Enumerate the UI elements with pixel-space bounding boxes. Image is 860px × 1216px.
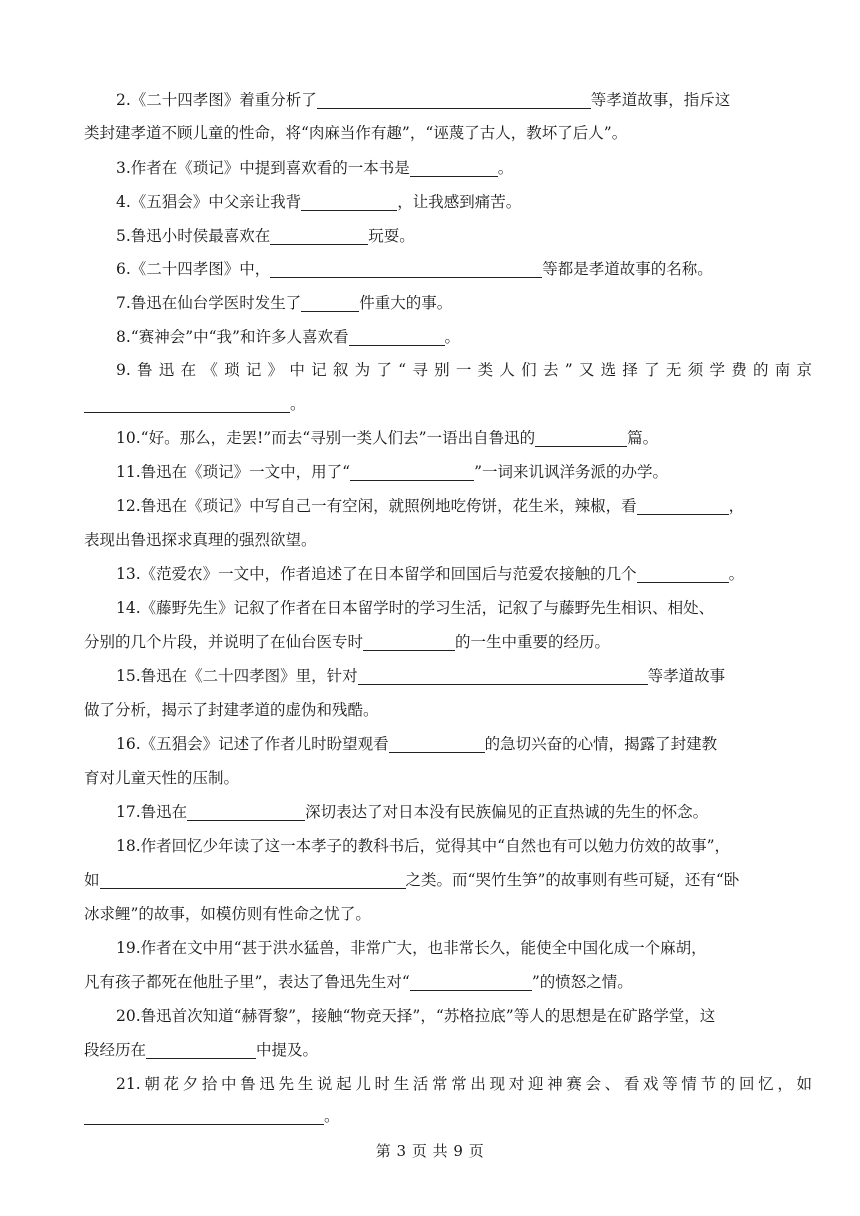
answer-blank[interactable] (637, 498, 729, 515)
question-12: 12.鲁迅在《琐记》中写自己一有空闲，就照例地吃侉饼，花生米，辣椒，看 ， (116, 497, 745, 515)
question-9: 9.鲁迅在《琐记》中记叙为了“寻别一类人们去”又选择了无须学费的南京 (116, 361, 812, 379)
question-19: 19.作者在文中用“甚于洪水猛兽，非常广大，也非常长久，能使全中国化成一个麻胡， (116, 939, 707, 957)
answer-blank[interactable] (637, 566, 729, 583)
question-16-cont: 育对儿童天性的压制。 (84, 769, 240, 787)
answer-blank[interactable] (187, 804, 305, 821)
question-20: 20.鲁迅首次知道“赫胥黎”，接触“物竞天择”，“苏格拉底”等人的思想是在矿路学堂，这 (116, 1007, 716, 1025)
question-10: 10.“好。那么，走罢!”而去“寻别一类人们去”一语出自鲁迅的 篇。 (116, 429, 659, 447)
answer-blank[interactable] (84, 1108, 324, 1125)
question-7: 7.鲁迅在仙台学医时发生了 件重大的事。 (116, 294, 453, 312)
question-15-cont: 做了分析，揭示了封建孝道的虚伪和残酷。 (84, 701, 379, 719)
answer-blank[interactable] (389, 736, 485, 753)
question-18-cont: 如 之类。而“哭竹生笋”的故事则有些可疑，还有“卧 (84, 871, 740, 889)
answer-blank[interactable] (301, 194, 397, 211)
question-19-cont: 凡有孩子都死在他肚子里”，表达了鲁迅先生对“ ”的愤怒之情。 (84, 973, 633, 991)
question-3: 3.作者在《琐记》中提到喜欢看的一本书是 。 (116, 159, 514, 177)
question-12-cont: 表现出鲁迅探求真理的强烈欲望。 (84, 531, 317, 549)
question-21-cont: 。 (84, 1100, 780, 1133)
answer-blank[interactable] (84, 396, 290, 413)
question-16: 16.《五猖会》记述了作者儿时盼望观看 的急切兴奋的心情，揭露了封建教 (116, 735, 718, 753)
answer-blank[interactable] (535, 430, 627, 447)
question-17: 17.鲁迅在 深切表达了对日本没有民族偏见的正直热诚的先生的怀念。 (116, 803, 709, 821)
question-2: 2.《二十四孝图》着重分析了 等孝道故事，指斥这 (116, 91, 731, 109)
answer-blank[interactable] (363, 634, 455, 651)
question-4: 4.《五猖会》中父亲让我背 ，让我感到痛苦。 (116, 193, 522, 211)
question-14: 14.《藤野先生》记叙了作者在日本留学时的学习生活，记叙了与藤野先生相识、相处、 (116, 599, 715, 617)
question-9-cont: 。 (84, 388, 780, 421)
question-6: 6.《二十四孝图》中， 等都是孝道故事的名称。 (116, 260, 713, 278)
question-11: 11.鲁迅在《琐记》一文中，用了“ ”一词来讥讽洋务派的办学。 (116, 463, 669, 481)
answer-blank[interactable] (358, 668, 648, 685)
question-5: 5.鲁迅小时侯最喜欢在 玩耍。 (116, 227, 415, 245)
answer-blank[interactable] (410, 160, 498, 177)
answer-blank[interactable] (350, 464, 474, 481)
answer-blank[interactable] (349, 329, 445, 346)
answer-blank[interactable] (270, 261, 542, 278)
answer-blank[interactable] (146, 1042, 256, 1059)
question-2-cont: 类封建孝道不顾儿童的性命，将“肉麻当作有趣”，“诬蔑了古人，教坏了后人”。 (84, 124, 628, 142)
question-20-cont: 段经历在 中提及。 (84, 1041, 319, 1059)
page-footer: 第 3 页 共 9 页 (375, 1142, 485, 1160)
answer-blank[interactable] (410, 974, 532, 991)
answer-blank[interactable] (270, 228, 368, 245)
answer-blank[interactable] (301, 295, 359, 312)
question-14-cont: 分别的几个片段，并说明了在仙台医专时 的一生中重要的经历。 (84, 633, 611, 651)
question-15: 15.鲁迅在《二十四孝图》里，针对 等孝道故事 (116, 667, 726, 685)
answer-blank[interactable] (317, 92, 591, 109)
question-18-cont2: 冰求鲤”的故事，如模仿则有性命之忧了。 (84, 905, 371, 923)
question-21: 21.朝花夕拾中鲁迅先生说起儿时生活常常出现对迎神赛会、看戏等情节的回忆，如 (116, 1075, 812, 1093)
question-13: 13.《范爱农》一文中，作者追述了在日本留学和回国后与范爱农接触的几个 。 (116, 565, 745, 583)
question-18: 18.作者回忆少年读了这一本孝子的教科书后，觉得其中“自然也有可以勉力仿效的故事”， (116, 837, 731, 855)
question-8: 8.“赛神会”中“我”和许多人喜欢看 。 (116, 328, 461, 346)
answer-blank[interactable] (100, 872, 406, 889)
